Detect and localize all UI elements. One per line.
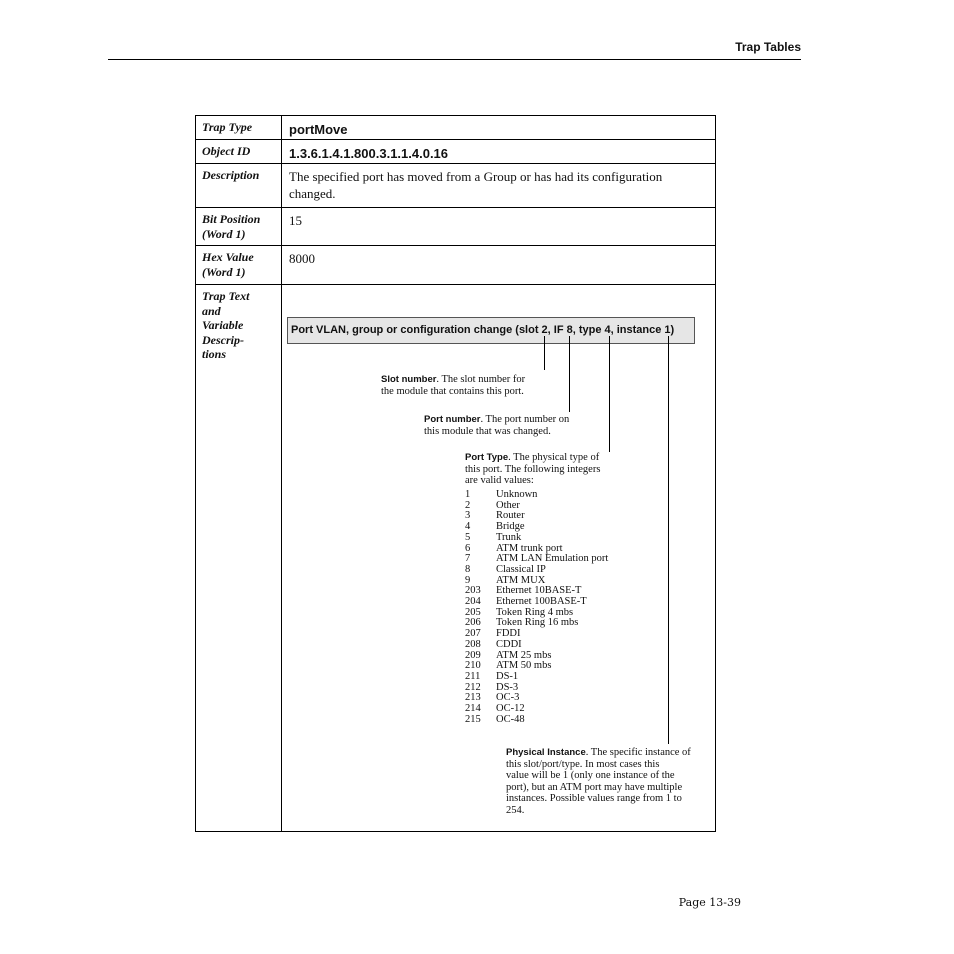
port-type-term: Port Type [465,452,509,463]
hex-value-label-line: Hex Value [202,250,254,264]
port-type-name: Trunk [496,531,522,543]
port-type-row [465,704,608,715]
port-type-code: 213 [465,692,481,704]
object-id-label: Object ID [196,140,282,164]
port-type-name: Bridge [496,521,525,533]
trap-message-box: Port VLAN, group or configuration change (slot 2, IF 8, type 4, instance 1) [287,317,695,344]
running-header-title: Trap Tables [735,40,801,54]
instance-callout-line [668,336,669,744]
object-id-value: 1.3.6.1.4.1.800.3.1.1.4.0.16 [282,140,716,164]
port-type-row [465,683,608,694]
slot-number-text: . The slot number for [436,374,526,385]
port-type-row [465,715,608,726]
port-type-code: 4 [465,521,471,533]
table-row-bit-position [196,208,716,246]
type-callout-line [609,336,610,452]
bit-position-label-line: Bit Position [202,212,261,226]
trap-type-label: Trap Type [196,116,282,140]
table-row-description [196,164,716,208]
physical-instance-text: instances. Possible values range from 1 to [506,793,682,804]
physical-instance-text: value will be 1 (only one instance of the [506,770,675,781]
port-type-name: ATM 25 mbs [496,649,552,661]
table-row-trap-text [196,285,716,832]
slot-number-term: Slot number [381,374,437,385]
trap-text-label-line: tions [202,347,227,361]
table-row-trap-type [196,116,716,140]
port-type-name: DS-3 [496,681,519,693]
header-rule [108,59,801,60]
port-type-name: FDDI [496,628,521,640]
port-type-name: CDDI [496,638,522,650]
port-type-row [465,511,608,522]
slot-callout-line [544,336,545,370]
port-type-note [465,452,625,487]
port-type-code: 1 [465,489,471,500]
port-type-code: 3 [465,510,471,522]
port-type-code: 212 [465,681,481,693]
port-type-code: 9 [465,574,471,586]
physical-instance-text: this slot/port/type. In most cases this [506,758,660,770]
port-type-code: 6 [465,542,471,554]
bit-position-label [196,208,282,246]
trap-text-label-line: Variable [202,318,244,332]
port-type-name: Router [496,510,525,522]
trap-type-value: portMove [282,116,716,140]
port-type-code: 204 [465,596,481,608]
port-type-name: ATM LAN Emulation port [496,553,609,565]
slot-number-text: the module that contains this port. [381,385,524,397]
slot-number-note [381,374,556,397]
port-type-row [465,522,608,533]
port-type-code: 209 [465,649,481,661]
physical-instance-text: port), but an ATM port may have multiple [506,781,683,793]
port-type-name: OC-3 [496,692,520,704]
port-type-text: are valid values: [465,475,534,486]
port-type-row [465,672,608,683]
port-type-row [465,533,608,544]
physical-instance-text: 254. [506,804,525,816]
port-type-code: 214 [465,703,481,715]
port-type-text: . The physical type of [508,452,600,463]
port-type-name: Ethernet 100BASE-T [496,596,587,608]
port-type-name: DS-1 [496,670,519,682]
port-number-text: . The port number on [480,414,570,425]
port-type-name: Ethernet 10BASE-T [496,585,582,597]
port-number-text: this module that was changed. [424,425,551,437]
port-type-name: Other [496,499,520,511]
port-type-name: Classical IP [496,563,546,575]
table-row-hex-value [196,246,716,285]
port-type-name: Token Ring 4 mbs [496,606,574,618]
physical-instance-text: . The specific instance of [585,747,691,758]
trap-text-label [196,285,282,832]
port-type-code: 211 [465,670,481,682]
port-type-code: 210 [465,660,481,672]
table-row-object-id [196,140,716,164]
port-type-name: OC-12 [496,703,525,715]
description-label: Description [196,164,282,208]
port-number-term: Port number [424,414,481,425]
hex-value-value: 8000 [282,246,716,285]
port-type-name: OC-48 [496,713,525,725]
trap-text-diagram [282,285,715,831]
trap-text-label-line: Descrip- [202,332,244,347]
port-type-code: 5 [465,531,471,543]
port-type-row [465,629,608,640]
port-type-name: Token Ring 16 mbs [496,617,579,629]
port-type-row [465,693,608,704]
port-type-code: 7 [465,553,471,565]
port-number-note [424,414,589,437]
port-type-code: 215 [465,713,481,725]
port-type-code: 2 [465,499,471,511]
port-type-row [465,640,608,651]
port-type-code: 207 [465,628,481,640]
port-type-row [465,490,608,501]
port-type-code: 208 [465,638,481,650]
trap-table [195,115,716,832]
port-type-name: Unknown [496,489,538,500]
description-value: The specified port has moved from a Group or has had its configuration changed. [282,164,716,208]
bit-position-label-line: (Word 1) [202,226,246,241]
port-type-text: this port. The following integers [465,463,601,475]
port-type-code: 8 [465,563,471,575]
physical-instance-note [506,747,706,816]
port-type-row [465,661,608,672]
port-type-row [465,501,608,512]
hex-value-label-line: (Word 1) [202,264,246,279]
port-type-name: ATM trunk port [496,542,563,554]
physical-instance-term: Physical Instance [506,747,586,758]
port-type-name: ATM 50 mbs [496,660,552,672]
bit-position-value: 15 [282,208,716,246]
page-number: Page 13-39 [678,896,741,909]
port-types-list [465,490,608,725]
trap-text-label-line: and [202,303,221,318]
port-callout-line [569,336,570,412]
port-type-code: 205 [465,606,481,618]
hex-value-label [196,246,282,285]
port-type-row [465,618,608,629]
trap-text-label-line: Trap Text [202,289,250,303]
port-type-name: ATM MUX [496,574,546,586]
port-type-code: 203 [465,585,481,597]
trap-text-diagram-cell [282,285,716,832]
port-type-code: 206 [465,617,481,629]
